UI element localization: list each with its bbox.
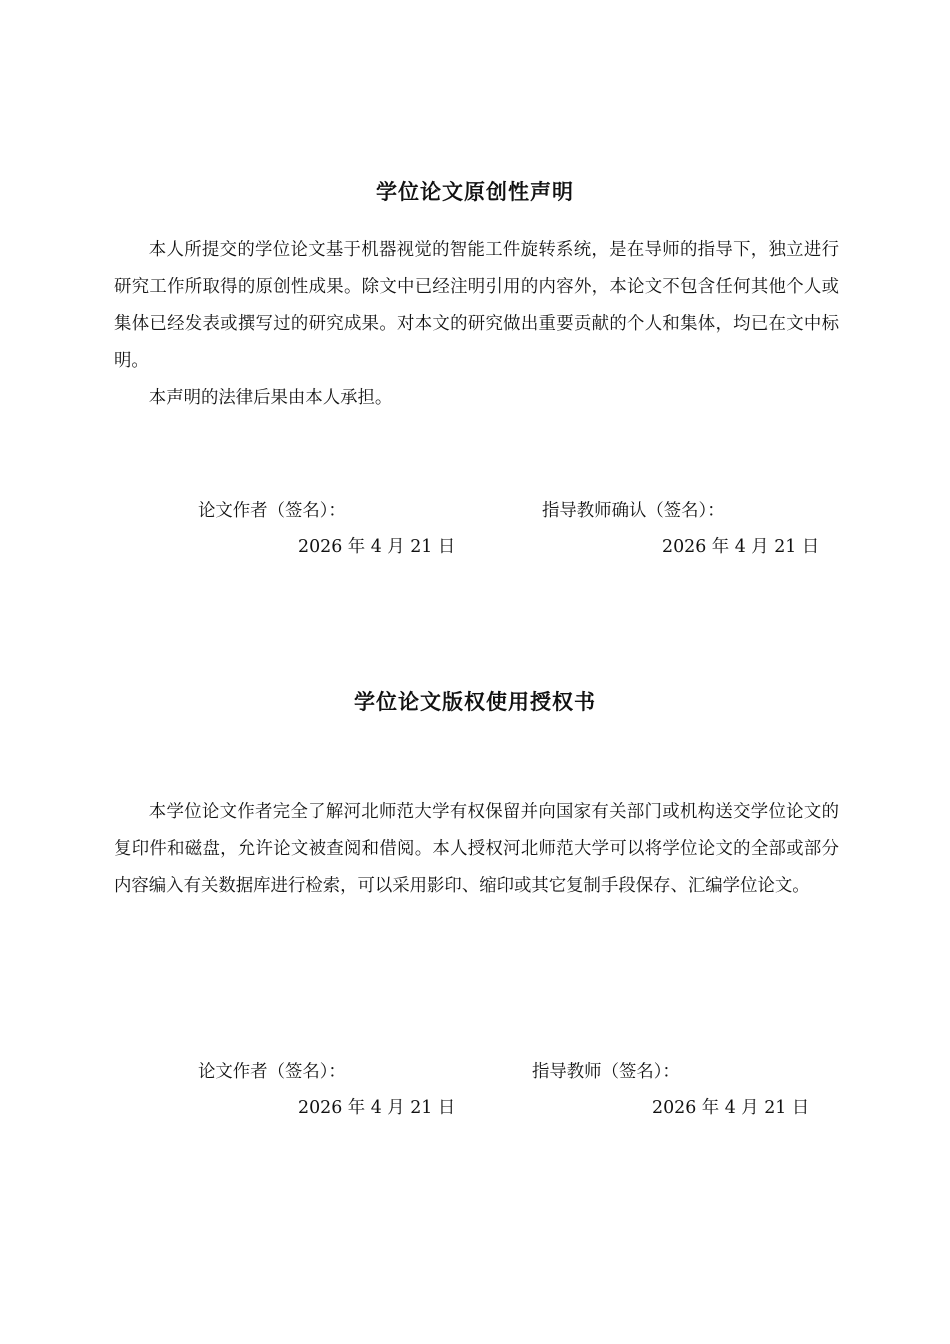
authorization-advisor-date: 2026 年 4 月 21 日	[652, 1098, 810, 1118]
declaration-legal-paragraph: 本声明的法律后果由本人承担。	[148, 388, 393, 408]
authorization-title: 学位论文版权使用授权书	[354, 690, 596, 714]
declaration-author-date: 2026 年 4 月 21 日	[298, 537, 456, 557]
authorization-author-date: 2026 年 4 月 21 日	[298, 1098, 456, 1118]
authorization-advisor-signature-label: 指导教师（签名）：	[532, 1062, 680, 1082]
authorization-paragraph: 本学位论文作者完全了解河北师范大学有权保留并向国家有关部门或机构送交学位论文的复印件和磁盘，允许论文被查阅和借阅。本人授权河北师范大学可以将学位论文的全部或部分内容编入有关数据库进行检索，可以采用影印、缩印或其它复制手段保存、汇编学位论文。	[114, 802, 839, 896]
declaration-advisor-date: 2026 年 4 月 21 日	[662, 537, 820, 557]
declaration-paragraph: 本人所提交的学位论文基于机器视觉的智能工件旋转系统，是在导师的指导下，独立进行研究工作所取得的原创性成果。除文中已经注明引用的内容外，本论文不包含任何其他个人或集体已经发表或撰写过的研究成果。对本文的研究做出重要贡献的个人和集体，均已在文中标明。	[114, 240, 839, 371]
authorization-author-signature-label: 论文作者（签名）：	[198, 1062, 346, 1082]
declaration-author-signature-label: 论文作者（签名）：	[198, 501, 346, 521]
declaration-advisor-signature-label: 指导教师确认（签名）：	[542, 501, 725, 521]
declaration-title: 学位论文原创性声明	[376, 180, 574, 204]
